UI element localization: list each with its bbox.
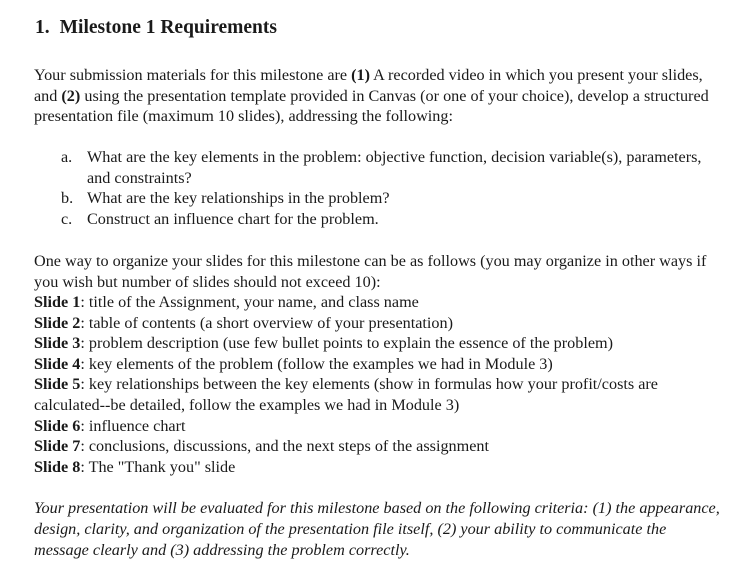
- slide-label: Slide 3: [34, 334, 81, 353]
- question-marker: b.: [61, 189, 74, 208]
- slide-item: [34, 457, 724, 478]
- question-text: What are the key elements in the problem: objective function, decision variable(s), parameters, and constraints?: [87, 148, 702, 187]
- question-list: [61, 147, 721, 229]
- question-text: What are the key relationships in the problem?: [87, 189, 390, 208]
- slide-label: Slide 5: [34, 375, 81, 394]
- slide-description: : table of contents (a short overview of your presentation): [80, 313, 453, 332]
- intro-text-1: Your submission materials for this milestone are: [34, 66, 352, 84]
- section-heading: [35, 16, 277, 40]
- slide-description: : key relationships between the key elements (show in formulas how your profit/costs are calculated--be detailed, follow the examples we had in Module 3): [34, 375, 658, 414]
- intro-text-2: A recorded video in which you present your slides, and: [34, 66, 703, 105]
- slide-item: [34, 436, 724, 457]
- question-item: [61, 147, 721, 188]
- slide-item: [34, 374, 724, 415]
- organize-paragraph: One way to organize your slides for this milestone can be as follows (you may organize in other ways if you wish but number of slides should not exceed 10):: [34, 252, 707, 291]
- section-number: 1.: [35, 17, 50, 38]
- slide-label: Slide 4: [34, 354, 81, 373]
- slide-description: : influence chart: [80, 416, 186, 435]
- intro-paragraph: [34, 65, 724, 127]
- slide-label: Slide 6: [34, 416, 81, 435]
- slide-description: : title of the Assignment, your name, and class name: [80, 293, 419, 311]
- evaluation-paragraph: Your presentation will be evaluated for this milestone based on the following criteria: (1) the appearance, design, clarity, and organization of the presentation file itself, (2) your ability to communicate the message clearly and (3) addressing the problem correctly.: [34, 499, 720, 559]
- slide-list: [34, 292, 724, 477]
- question-item: [61, 188, 721, 209]
- slide-item: [34, 333, 724, 354]
- question-marker: a.: [61, 148, 73, 166]
- slide-label: Slide 2: [34, 313, 81, 332]
- question-marker: c.: [61, 209, 73, 228]
- slide-description: : key elements of the problem (follow the examples we had in Module 3): [80, 354, 553, 373]
- slide-item: [34, 292, 724, 313]
- slide-item: [34, 354, 724, 375]
- intro-marker-1: (1): [351, 66, 371, 84]
- slide-description: : The "Thank you" slide: [80, 457, 236, 476]
- section-title: Milestone 1 Requirements: [59, 17, 277, 38]
- slide-label: Slide 1: [34, 293, 81, 311]
- slide-label: Slide 8: [34, 457, 81, 476]
- slide-item: [34, 416, 724, 437]
- intro-marker-2: (2): [61, 86, 81, 105]
- question-text: Construct an influence chart for the problem.: [87, 209, 379, 228]
- slide-description: : conclusions, discussions, and the next steps of the assignment: [80, 437, 490, 456]
- slide-description: : problem description (use few bullet points to explain the essence of the problem): [80, 334, 614, 353]
- intro-text-3: using the presentation template provided in Canvas (or one of your choice), develop a structured presentation file (maximum 10 slides), addressing the following:: [34, 86, 709, 126]
- slide-item: [34, 313, 724, 334]
- slide-label: Slide 7: [34, 437, 81, 456]
- question-item: [61, 209, 721, 230]
